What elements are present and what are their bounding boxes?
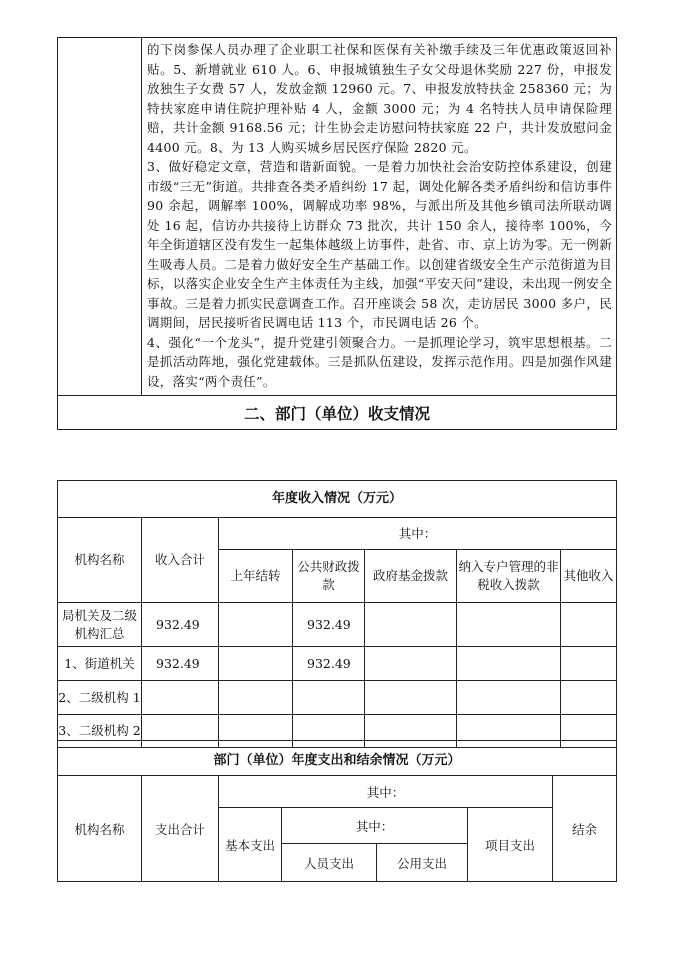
income-table — [57, 480, 617, 748]
row-other — [561, 603, 617, 647]
row-name: 3、二级机构 2 — [58, 715, 142, 748]
expense-col-project: 项目支出 — [468, 808, 553, 882]
narrative-label-cell — [58, 38, 142, 396]
expense-title: 部门（单位）年度支出和结余情况（万元） — [58, 741, 617, 776]
row-gov-fund — [365, 603, 457, 647]
income-col-of-which: 其中： — [219, 518, 617, 550]
row-other — [561, 681, 617, 715]
row-name: 局机关及二级机构汇总 — [58, 603, 142, 647]
income-col-carryover: 上年结转 — [219, 550, 293, 603]
narrative-table — [57, 37, 617, 430]
row-nontax — [457, 647, 561, 681]
row-total — [142, 681, 219, 715]
income-col-total: 收入合计 — [142, 518, 219, 603]
income-col-public-finance: 公共财政拨款 — [293, 550, 365, 603]
narrative-paragraph-2: 3、做好稳定文章，营造和谐新面貌。一是着力加快社会治安防控体系建设，创建市级“三无”街道。共排查各类矛盾纠纷 17 起，调处化解各类矛盾纠纷和信访事件 90 余起，调解率 100%，调解成功率 98%，与派出所及其他乡镇司法所联动调处 16 起，信访办共接待上访群众 73 批次，共计 150 余人，接待率 100%，今年全街道辖区没有发生一起集体越级上访事件，赴省、市、京上访为零。无一例新生吸毒人员。二是着力做好安全生产基础工作。以创建省级安全生产示范街道为目标，以落实企业安全生产主体责任为主线，加强“平安天问”建设，未出现一例安全事故。三是着力抓实民意调查工作。召开座谈会 58 次，走访居民 3000 多户，民调期间，居民接听省民调电话 113 个，市民调电话 26 个。 — [147, 159, 612, 330]
row-nontax — [457, 603, 561, 647]
row-name: 2、二级机构 1 — [58, 681, 142, 715]
income-title: 年度收入情况（万元） — [58, 481, 617, 518]
row-total: 932.49 — [142, 647, 219, 681]
row-nontax — [457, 681, 561, 715]
expense-col-public-use: 公用支出 — [377, 844, 468, 882]
expense-col-personnel: 人员支出 — [282, 844, 377, 882]
row-carryover — [219, 603, 293, 647]
table-row — [58, 603, 617, 647]
income-col-gov-fund: 政府基金拨款 — [365, 550, 457, 603]
row-carryover — [219, 681, 293, 715]
row-public-finance: 932.49 — [293, 603, 365, 647]
row-gov-fund — [365, 681, 457, 715]
row-public-finance — [293, 681, 365, 715]
expense-col-org: 机构名称 — [58, 776, 142, 882]
income-col-nontax: 纳入专户管理的非税收入拨款 — [457, 550, 561, 603]
narrative-paragraph-1: 的下岗参保人员办理了企业职工社保和医保有关补缴手续及三年优惠政策返回补贴。5、新增就业 610 人。6、申报城镇独生子女父母退休奖励 227 份，申报发放独生子女费 57 人，发放金额 12960 元。7、申报发放特扶金 258360 元；为特扶家庭申请住院护理补贴 4 人，金额 3000 元；为 4 名特扶人员申请保险理赔，共计金额 9168.56 元；计生协会走访慰问特扶家庭 22 户，共计发放慰问金 4400 元。8、为 13 人购买城乡居民医疗保险 2820 元。 — [147, 42, 612, 155]
row-name: 1、街道机关 — [58, 647, 142, 681]
expense-col-balance: 结余 — [553, 776, 617, 882]
expense-col-total: 支出合计 — [142, 776, 219, 882]
expense-col-of-which-2: 其中： — [282, 808, 468, 844]
income-col-org: 机构名称 — [58, 518, 142, 603]
expense-table — [57, 740, 617, 882]
row-total: 932.49 — [142, 603, 219, 647]
table-row — [58, 647, 617, 681]
income-col-other: 其他收入 — [561, 550, 617, 603]
row-carryover — [219, 647, 293, 681]
expense-col-of-which: 其中： — [219, 776, 553, 808]
expense-col-basic: 基本支出 — [219, 808, 282, 882]
row-other — [561, 647, 617, 681]
row-gov-fund — [365, 647, 457, 681]
table-row — [58, 681, 617, 715]
row-public-finance: 932.49 — [293, 647, 365, 681]
narrative-paragraph-3: 4、强化“一个龙头”，提升党建引领聚合力。一是抓理论学习，筑牢思想根基。二是抓活动阵地，强化党建载体。三是抓队伍建设，发挥示范作用。四是加强作风建设，落实“两个责任”。 — [147, 334, 612, 389]
narrative-body — [142, 38, 617, 396]
section-title: 二、部门（单位）收支情况 — [58, 396, 617, 430]
